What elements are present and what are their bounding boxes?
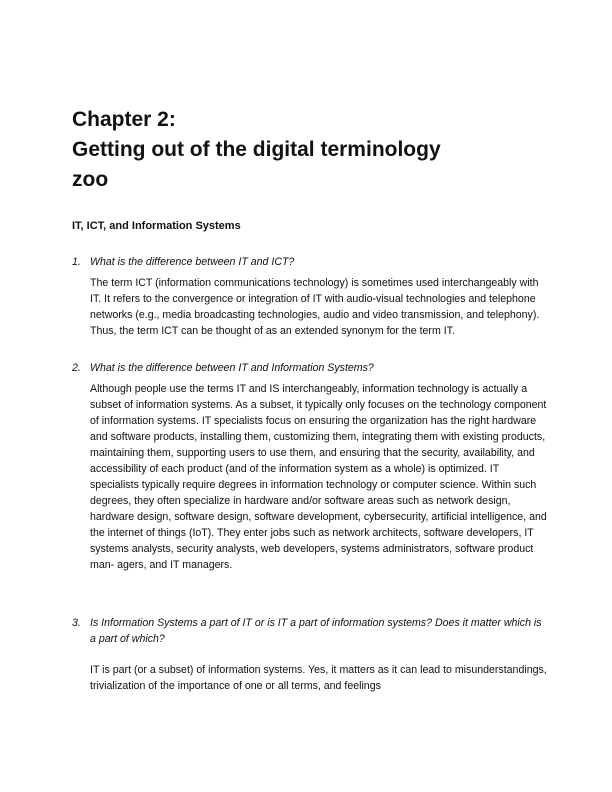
qa-item-2 [72, 360, 548, 573]
answer-text: The term ICT (information communications technology) is sometimes used interchangeably with IT. It refers to the convergence or integration of IT with audio-visual technologies and telephone networks (e.g., media broadcasting technologies, audio and video transmission, and telephony). Thus, the term ICT can be thought of as an extended synonym for the term IT. [90, 277, 540, 337]
chapter-title-line-3: zoo [72, 168, 109, 191]
question-text: What is the difference between IT and ICT? [90, 256, 295, 268]
qa-item-3 [72, 615, 548, 694]
chapter-title [72, 105, 548, 195]
answer-text: Although people use the terms IT and IS interchangeably, information technology is actually a subset of information systems. As a subset, it typically only focuses on the technology component of information systems. IT specialists focus on ensuring the organization has the right hardware and software products, installing them, customizing them, integrating them with existing products, maintaining them, supporting users to use them, and ensuring that the security, availability, and accessibility of each product (and of the information system as a whole) is optimized. IT specialists typically require degrees in information technology or computer science. Within such degrees, they often specialize in hardware and/or software areas such as network design, hardware design, software design, software development, cybersecurity, artificial intelligence, and the internet of things (IoT). They enter jobs such as network architects, software developers, IT systems analysts, security analysts, web developers, systems administrators, software product man- agers, and IT managers. [90, 383, 547, 571]
page-content [72, 105, 548, 694]
question-number: 2. [72, 362, 81, 374]
chapter-title-line-2: Getting out of the digital terminology [72, 138, 441, 161]
section-heading: IT, ICT, and Information Systems [72, 220, 241, 232]
question-number: 3. [72, 617, 81, 629]
question-number: 1. [72, 256, 81, 268]
question-text: What is the difference between IT and Information Systems? [90, 362, 374, 374]
chapter-title-line-1: Chapter 2: [72, 108, 176, 131]
question-row [72, 360, 548, 376]
question-row [72, 615, 548, 647]
question-text: Is Information Systems a part of IT or is IT a part of information systems? Does it matter which is a part of which? [90, 617, 542, 645]
question-row [72, 254, 548, 270]
qa-item-1 [72, 254, 548, 339]
answer-text: IT is part (or a subset) of information systems. Yes, it matters as it can lead to misunderstandings, trivialization of the importance of one or all terms, and feelings [90, 664, 547, 692]
